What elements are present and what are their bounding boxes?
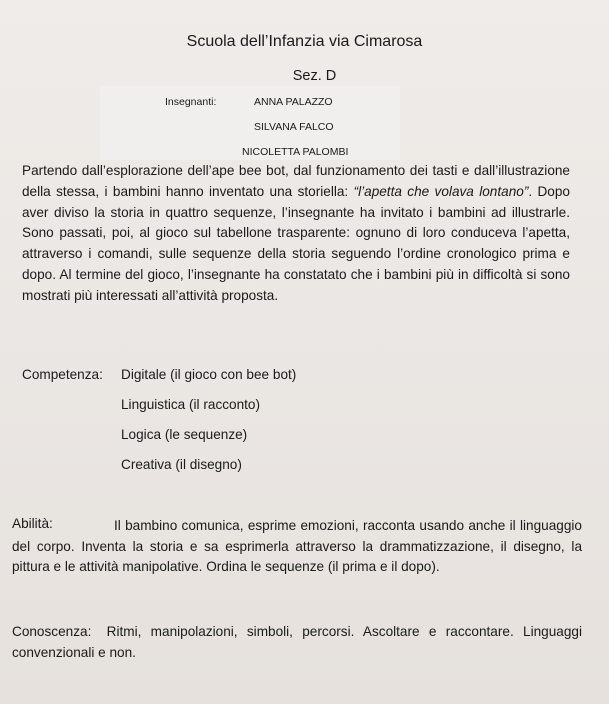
competenza-label: Competenza: <box>22 367 103 382</box>
conoscenza-label: Conoscenza: <box>12 624 92 639</box>
teachers-label: Insegnanti: <box>165 96 217 108</box>
conoscenza-text: Ritmi, manipolazioni, simboli, percorsi. Ascoltare e raccontare. Linguaggi convenzionali e non. <box>12 624 582 660</box>
description-intro: Partendo dall’esplorazione dell’ape bee bot, dal funzionamento dei tasti e dall’illustrazione della stessa, i bambini hanno inventato una storiella: <box>22 163 570 199</box>
section-name: Sez. D <box>292 68 337 84</box>
story-title: “l’apetta che volava lontano” <box>353 183 529 199</box>
activity-description <box>22 161 570 307</box>
conoscenza-block <box>12 622 582 663</box>
school-name: Scuola dell’Infanzia via Cimarosa <box>186 33 423 50</box>
teacher-name-2: SILVANA FALCO <box>254 121 334 133</box>
abilita-label: Abilità: <box>12 516 53 531</box>
competenza-item: Creativa (il disegno) <box>121 457 242 472</box>
teacher-name-1: ANNA PALAZZO <box>254 96 333 108</box>
competenza-item: Linguistica (il racconto) <box>121 397 261 412</box>
teacher-name-3: NICOLETTA PALOMBI <box>242 146 349 158</box>
competenza-item: Digitale (il gioco con bee bot) <box>121 367 297 382</box>
description-body: . Dopo aver diviso la storia in quattro sequenze, l’insegnante ha invitato i bambini ad illustrarle. Sono passati, poi, al gioco sul tabellone trasparente: ognuno di loro conduceva l’apetta, attraverso i comandi, sulle sequenze della storia seguendo l’ordine cronologico prima e dopo. Al termine del gioco, l’insegnante ha constatato che i bambini più in difficoltà si sono mostrati più interessati all’attività proposta. <box>22 183 570 303</box>
competenza-item: Logica (le sequenze) <box>121 427 248 442</box>
abilita-text: Il bambino comunica, esprime emozioni, racconta usando anche il linguaggio del corpo. Inventa la storia e sa esprimerla attraverso la drammatizzazione, il disegno, la pittura e le attività manipolative. Ordina le sequenze (il prima e il dopo). <box>12 518 582 575</box>
